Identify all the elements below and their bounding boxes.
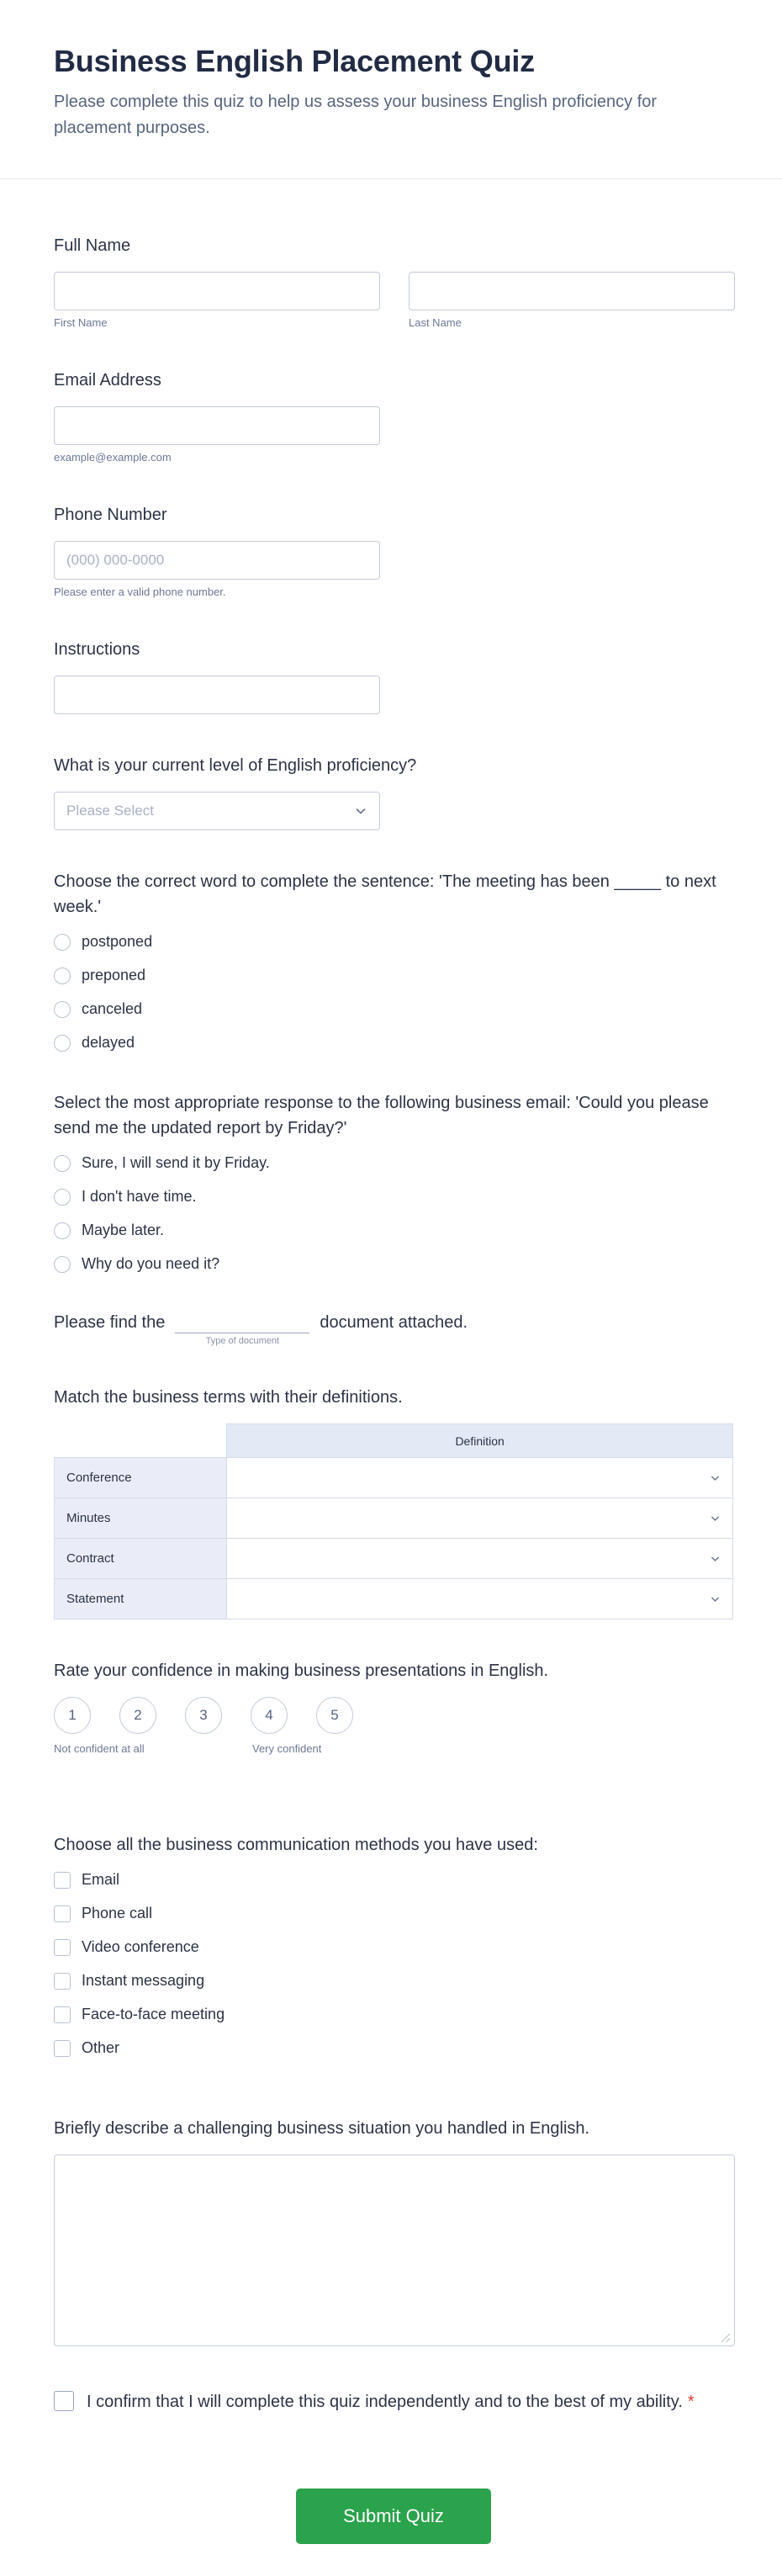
question-confirm[interactable] — [54, 2389, 733, 2414]
fill-blank-input[interactable] — [175, 1312, 309, 1333]
question-proficiency — [54, 753, 733, 830]
methods-options — [54, 1871, 733, 2057]
table-corner — [55, 1424, 227, 1458]
checkbox-option-label: Email — [82, 1871, 120, 1888]
scale-option-value: 3 — [199, 1707, 208, 1723]
radio-icon[interactable] — [54, 1001, 71, 1018]
term-cell: Conference — [55, 1458, 227, 1498]
question-methods — [54, 1832, 733, 2057]
checkbox-option-label: Other — [82, 2039, 120, 2056]
chevron-down-icon — [710, 1553, 721, 1564]
question-fill-blank — [54, 1312, 733, 1346]
definition-column-header: Definition — [227, 1424, 733, 1458]
radio-option-label: postponed — [82, 933, 153, 950]
methods-label: Choose all the business communication methods you have used: — [54, 1836, 538, 1854]
radio-icon[interactable] — [54, 1035, 71, 1052]
question-email — [54, 368, 733, 464]
describe-textarea[interactable] — [54, 2155, 735, 2346]
radio-option-label: Sure, I will send it by Friday. — [82, 1154, 270, 1171]
scale-option[interactable] — [185, 1697, 222, 1734]
confirm-label — [87, 2389, 695, 2414]
radio-icon[interactable] — [54, 1256, 71, 1273]
confirm-checkbox[interactable] — [54, 2391, 74, 2411]
proficiency-select-placeholder: Please Select — [66, 803, 154, 819]
checkbox-option[interactable] — [54, 1938, 733, 1956]
definition-select-cell[interactable] — [227, 1539, 733, 1579]
form-header — [0, 0, 782, 141]
scale-edge-labels — [54, 1741, 733, 1775]
required-asterisk: * — [687, 2393, 695, 2411]
email-label: Email Address — [54, 371, 161, 390]
scale-low-label: Not confident at all — [54, 1742, 145, 1755]
resize-handle-icon[interactable] — [721, 2333, 731, 2343]
instructions-label: Instructions — [54, 640, 140, 659]
checkbox-option[interactable] — [54, 1972, 733, 1990]
checkbox-icon[interactable] — [54, 1973, 71, 1990]
radio-icon[interactable] — [54, 934, 71, 951]
scale-option-value: 1 — [68, 1707, 77, 1723]
radio-icon[interactable] — [54, 1155, 71, 1172]
checkbox-icon[interactable] — [54, 2040, 71, 2057]
chevron-down-icon — [710, 1472, 721, 1483]
last-name-input[interactable] — [409, 272, 735, 310]
checkbox-icon[interactable] — [54, 1905, 71, 1922]
radio-option-label: I don't have time. — [82, 1188, 197, 1205]
checkbox-option-label: Video conference — [82, 1938, 199, 1955]
definition-select-cell[interactable] — [227, 1458, 733, 1498]
fill-blank-sublabel: Type of document — [205, 1336, 280, 1346]
phone-label: Phone Number — [54, 506, 167, 524]
checkbox-option[interactable] — [54, 1905, 733, 1922]
matching-table — [54, 1423, 733, 1619]
question-describe — [54, 2116, 733, 2351]
page-title: Business English Placement Quiz — [54, 44, 535, 78]
chevron-down-icon — [354, 804, 367, 818]
matching-table-row — [55, 1539, 733, 1579]
radio-option[interactable] — [54, 1222, 733, 1239]
radio-option-label: preponed — [82, 967, 146, 983]
checkbox-icon[interactable] — [54, 1939, 71, 1956]
scale-high-label: Very confident — [252, 1742, 322, 1755]
checkbox-option[interactable] — [54, 1871, 733, 1889]
question-full-name — [54, 233, 733, 329]
radio-option[interactable] — [54, 1255, 733, 1273]
instructions-input[interactable] — [54, 676, 380, 714]
scale-option-value: 5 — [330, 1707, 339, 1723]
question-phone — [54, 502, 733, 598]
question-matching — [54, 1385, 733, 1619]
matching-table-row — [55, 1579, 733, 1619]
email-response-label: Select the most appropriate response to the following business email: 'Could you please send me the updated report by Friday?' — [54, 1094, 709, 1137]
radio-icon[interactable] — [54, 1189, 71, 1206]
scale-option-value: 4 — [265, 1707, 273, 1723]
fill-blank-text-after: document attached. — [320, 1313, 468, 1332]
radio-option-label: Maybe later. — [82, 1222, 165, 1238]
matching-label: Match the business terms with their definitions. — [54, 1388, 403, 1407]
page-subtitle: Please complete this quiz to help us assess your business English proficiency for placement purposes. — [54, 93, 658, 137]
question-sentence — [54, 869, 733, 1052]
radio-option[interactable] — [54, 1154, 733, 1172]
scale-label: Rate your confidence in making business presentations in English. — [54, 1662, 549, 1680]
question-instructions — [54, 637, 733, 714]
scale-option[interactable] — [316, 1697, 353, 1734]
definition-select-cell[interactable] — [227, 1498, 733, 1539]
proficiency-select[interactable] — [54, 792, 380, 830]
checkbox-option[interactable] — [54, 2006, 733, 2023]
radio-option[interactable] — [54, 1000, 733, 1018]
submit-button[interactable]: Submit Quiz — [296, 2489, 491, 2544]
last-name-sublabel: Last Name — [409, 316, 462, 329]
term-cell: Statement — [55, 1579, 227, 1619]
checkbox-option-label: Phone call — [82, 1905, 153, 1921]
sentence-options — [54, 933, 733, 1052]
checkbox-icon[interactable] — [54, 1872, 71, 1889]
email-response-options — [54, 1154, 733, 1273]
question-scale — [54, 1658, 733, 1775]
scale-options — [54, 1697, 733, 1734]
radio-icon[interactable] — [54, 967, 71, 984]
radio-option-label: Why do you need it? — [82, 1255, 220, 1272]
chevron-down-icon — [710, 1513, 721, 1524]
sentence-label: Choose the correct word to complete the sentence: 'The meeting has been _____ to next week.' — [54, 872, 716, 916]
checkbox-option-label: Face-to-face meeting — [82, 2006, 225, 2022]
email-sublabel: example@example.com — [54, 451, 172, 464]
phone-sublabel: Please enter a valid phone number. — [54, 586, 226, 598]
term-cell: Minutes — [55, 1498, 227, 1539]
confirm-label-text: I confirm that I will complete this quiz independently and to the best of my ability. — [87, 2393, 683, 2411]
email-input[interactable] — [54, 406, 380, 445]
radio-option[interactable] — [54, 933, 733, 951]
form-body — [0, 179, 782, 2576]
radio-option-label: delayed — [82, 1034, 135, 1051]
radio-option-label: canceled — [82, 1000, 143, 1017]
radio-option[interactable] — [54, 1188, 733, 1206]
proficiency-label: What is your current level of English proficiency? — [54, 756, 417, 775]
radio-option[interactable] — [54, 967, 733, 984]
first-name-input[interactable] — [54, 272, 380, 310]
question-email-response — [54, 1090, 733, 1273]
first-name-sublabel: First Name — [54, 316, 108, 329]
scale-option-value: 2 — [134, 1707, 142, 1723]
full-name-label: Full Name — [54, 236, 131, 255]
definition-select-cell[interactable] — [227, 1579, 733, 1619]
matching-table-row — [55, 1458, 733, 1498]
term-cell: Contract — [55, 1539, 227, 1579]
matching-table-row — [55, 1498, 733, 1539]
describe-label: Briefly describe a challenging business situation you handled in English. — [54, 2119, 590, 2138]
scale-option[interactable] — [251, 1697, 288, 1734]
checkbox-icon[interactable] — [54, 2006, 71, 2023]
fill-blank-text-before: Please find the — [54, 1313, 166, 1332]
checkbox-option-label: Instant messaging — [82, 1972, 205, 1989]
phone-input[interactable] — [54, 541, 380, 580]
chevron-down-icon — [710, 1593, 721, 1604]
radio-option[interactable] — [54, 1034, 733, 1052]
checkbox-option[interactable] — [54, 2039, 733, 2057]
submit-row — [54, 2489, 733, 2576]
scale-option[interactable] — [119, 1697, 156, 1734]
scale-option[interactable] — [54, 1697, 91, 1734]
radio-icon[interactable] — [54, 1222, 71, 1239]
